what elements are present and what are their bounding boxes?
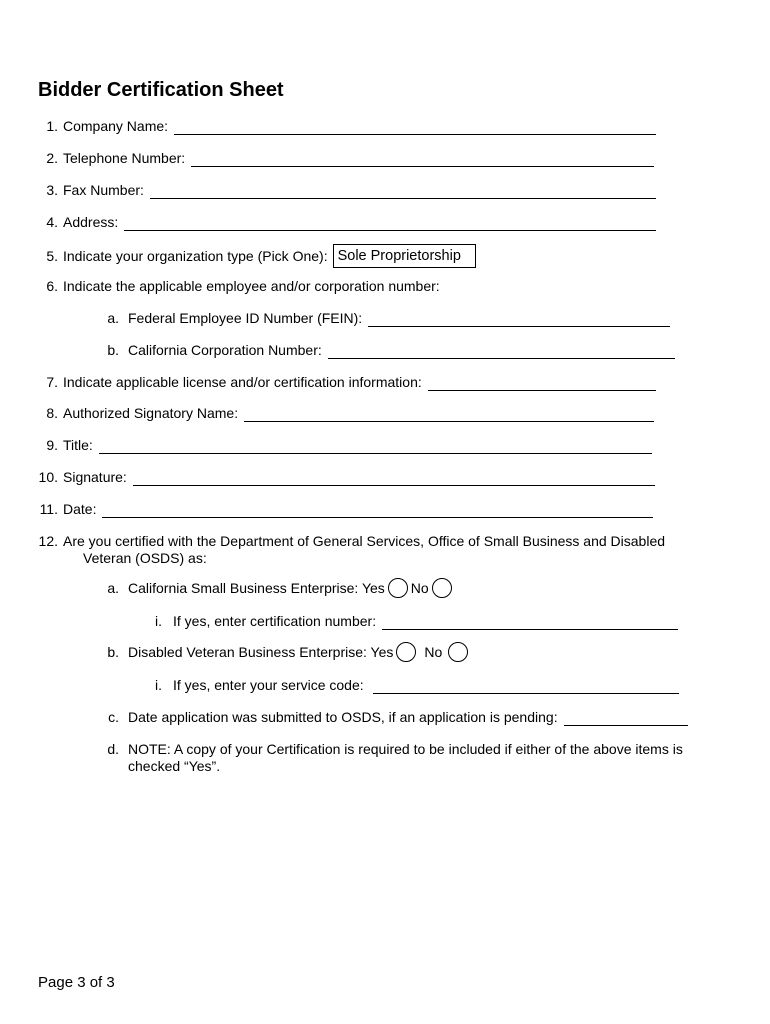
dvbe-code-field[interactable]	[373, 677, 679, 694]
item-number: 10.	[38, 469, 58, 485]
item-number: 5.	[46, 247, 58, 264]
employee-number-label: Indicate the applicable employee and/or corporation number:	[63, 278, 440, 294]
company-name-field[interactable]	[174, 118, 656, 135]
org-type-label: Indicate your organization type (Pick One):	[63, 247, 328, 264]
employee-number-row	[38, 278, 440, 295]
title-row	[38, 437, 652, 454]
item-number: 7.	[46, 374, 58, 390]
dvbe-yes-radio[interactable]	[396, 642, 416, 662]
ca-corp-label: California Corporation Number:	[128, 342, 322, 358]
dvbe-code-row	[128, 677, 679, 694]
fein-row	[83, 310, 670, 327]
csbe-cert-label: If yes, enter certification number:	[173, 613, 377, 629]
date-field[interactable]	[102, 501, 653, 518]
signature-label: Signature:	[63, 469, 127, 485]
signatory-row	[38, 405, 654, 422]
item-letter: b.	[107, 643, 119, 660]
title-label: Title:	[63, 437, 93, 453]
item-roman: i.	[155, 613, 162, 629]
csbe-yes-radio[interactable]	[388, 578, 408, 598]
item-number: 4.	[46, 214, 58, 230]
org-type-row	[38, 244, 476, 268]
item-number: 6.	[46, 278, 58, 294]
company-name-label: Company Name:	[63, 118, 169, 134]
dvbe-row	[83, 642, 471, 662]
item-roman: i.	[155, 677, 162, 693]
fein-field[interactable]	[368, 310, 670, 327]
item-number: 9.	[46, 437, 58, 453]
date-submitted-row	[83, 709, 688, 726]
csbe-row	[83, 578, 455, 598]
csbe-cert-row	[128, 613, 678, 630]
telephone-row	[38, 150, 654, 167]
item-letter: a.	[107, 579, 119, 596]
date-row	[38, 501, 653, 518]
address-field[interactable]	[124, 214, 656, 231]
note-line1: NOTE: A copy of your Certification is required to be included if either of the above items is	[128, 741, 683, 757]
telephone-label: Telephone Number:	[63, 150, 186, 166]
certified-label-line1: Are you certified with the Department of General Services, Office of Small Business and Disabled	[63, 533, 666, 549]
item-number: 1.	[46, 118, 58, 134]
license-row	[38, 374, 656, 391]
certified-question	[38, 533, 698, 567]
date-label: Date:	[63, 501, 97, 517]
item-number: 3.	[46, 182, 58, 198]
signatory-field[interactable]	[244, 405, 654, 422]
telephone-field[interactable]	[191, 150, 654, 167]
title-field[interactable]	[99, 437, 652, 454]
item-number: 8.	[46, 405, 58, 421]
license-field[interactable]	[428, 374, 656, 391]
signature-field[interactable]	[133, 469, 655, 486]
csbe-cert-field[interactable]	[382, 613, 678, 630]
csbe-no-label: No	[410, 579, 429, 596]
item-letter: b.	[107, 342, 119, 358]
note	[83, 741, 693, 775]
ca-corp-row	[83, 342, 675, 359]
date-submitted-label: Date application was submitted to OSDS, if an application is pending:	[128, 709, 558, 725]
license-label: Indicate applicable license and/or certification information:	[63, 374, 422, 390]
page-title: Bidder Certification Sheet	[38, 79, 284, 101]
item-number: 2.	[46, 150, 58, 166]
item-letter: d.	[107, 741, 119, 757]
item-number: 11.	[39, 501, 58, 517]
csbe-label: California Small Business Enterprise: Yes	[128, 579, 385, 596]
csbe-no-radio[interactable]	[432, 578, 452, 598]
certified-label-line2: Veteran (OSDS) as:	[83, 550, 207, 566]
note-line2: checked “Yes”.	[128, 758, 221, 774]
dvbe-code-label: If yes, enter your service code:	[173, 677, 364, 693]
signature-row	[38, 469, 655, 486]
ca-corp-field[interactable]	[328, 342, 675, 359]
item-number: 12.	[38, 533, 58, 549]
fax-label: Fax Number:	[63, 182, 144, 198]
date-submitted-field[interactable]	[564, 709, 688, 726]
page-number: Page 3 of 3	[38, 974, 115, 991]
address-label: Address:	[63, 214, 119, 230]
item-letter: a.	[107, 310, 119, 326]
fax-row	[38, 182, 656, 199]
item-letter: c.	[108, 709, 119, 725]
company-name-row	[38, 118, 656, 135]
signatory-label: Authorized Signatory Name:	[63, 405, 239, 421]
address-row	[38, 214, 656, 231]
fax-field[interactable]	[150, 182, 656, 199]
dvbe-label: Disabled Veteran Business Enterprise: Yes	[128, 643, 394, 660]
dvbe-no-radio[interactable]	[448, 642, 468, 662]
fein-label: Federal Employee ID Number (FEIN):	[128, 310, 363, 326]
org-type-select[interactable]: Sole Proprietorship	[333, 244, 476, 268]
dvbe-no-label: No	[424, 643, 443, 660]
